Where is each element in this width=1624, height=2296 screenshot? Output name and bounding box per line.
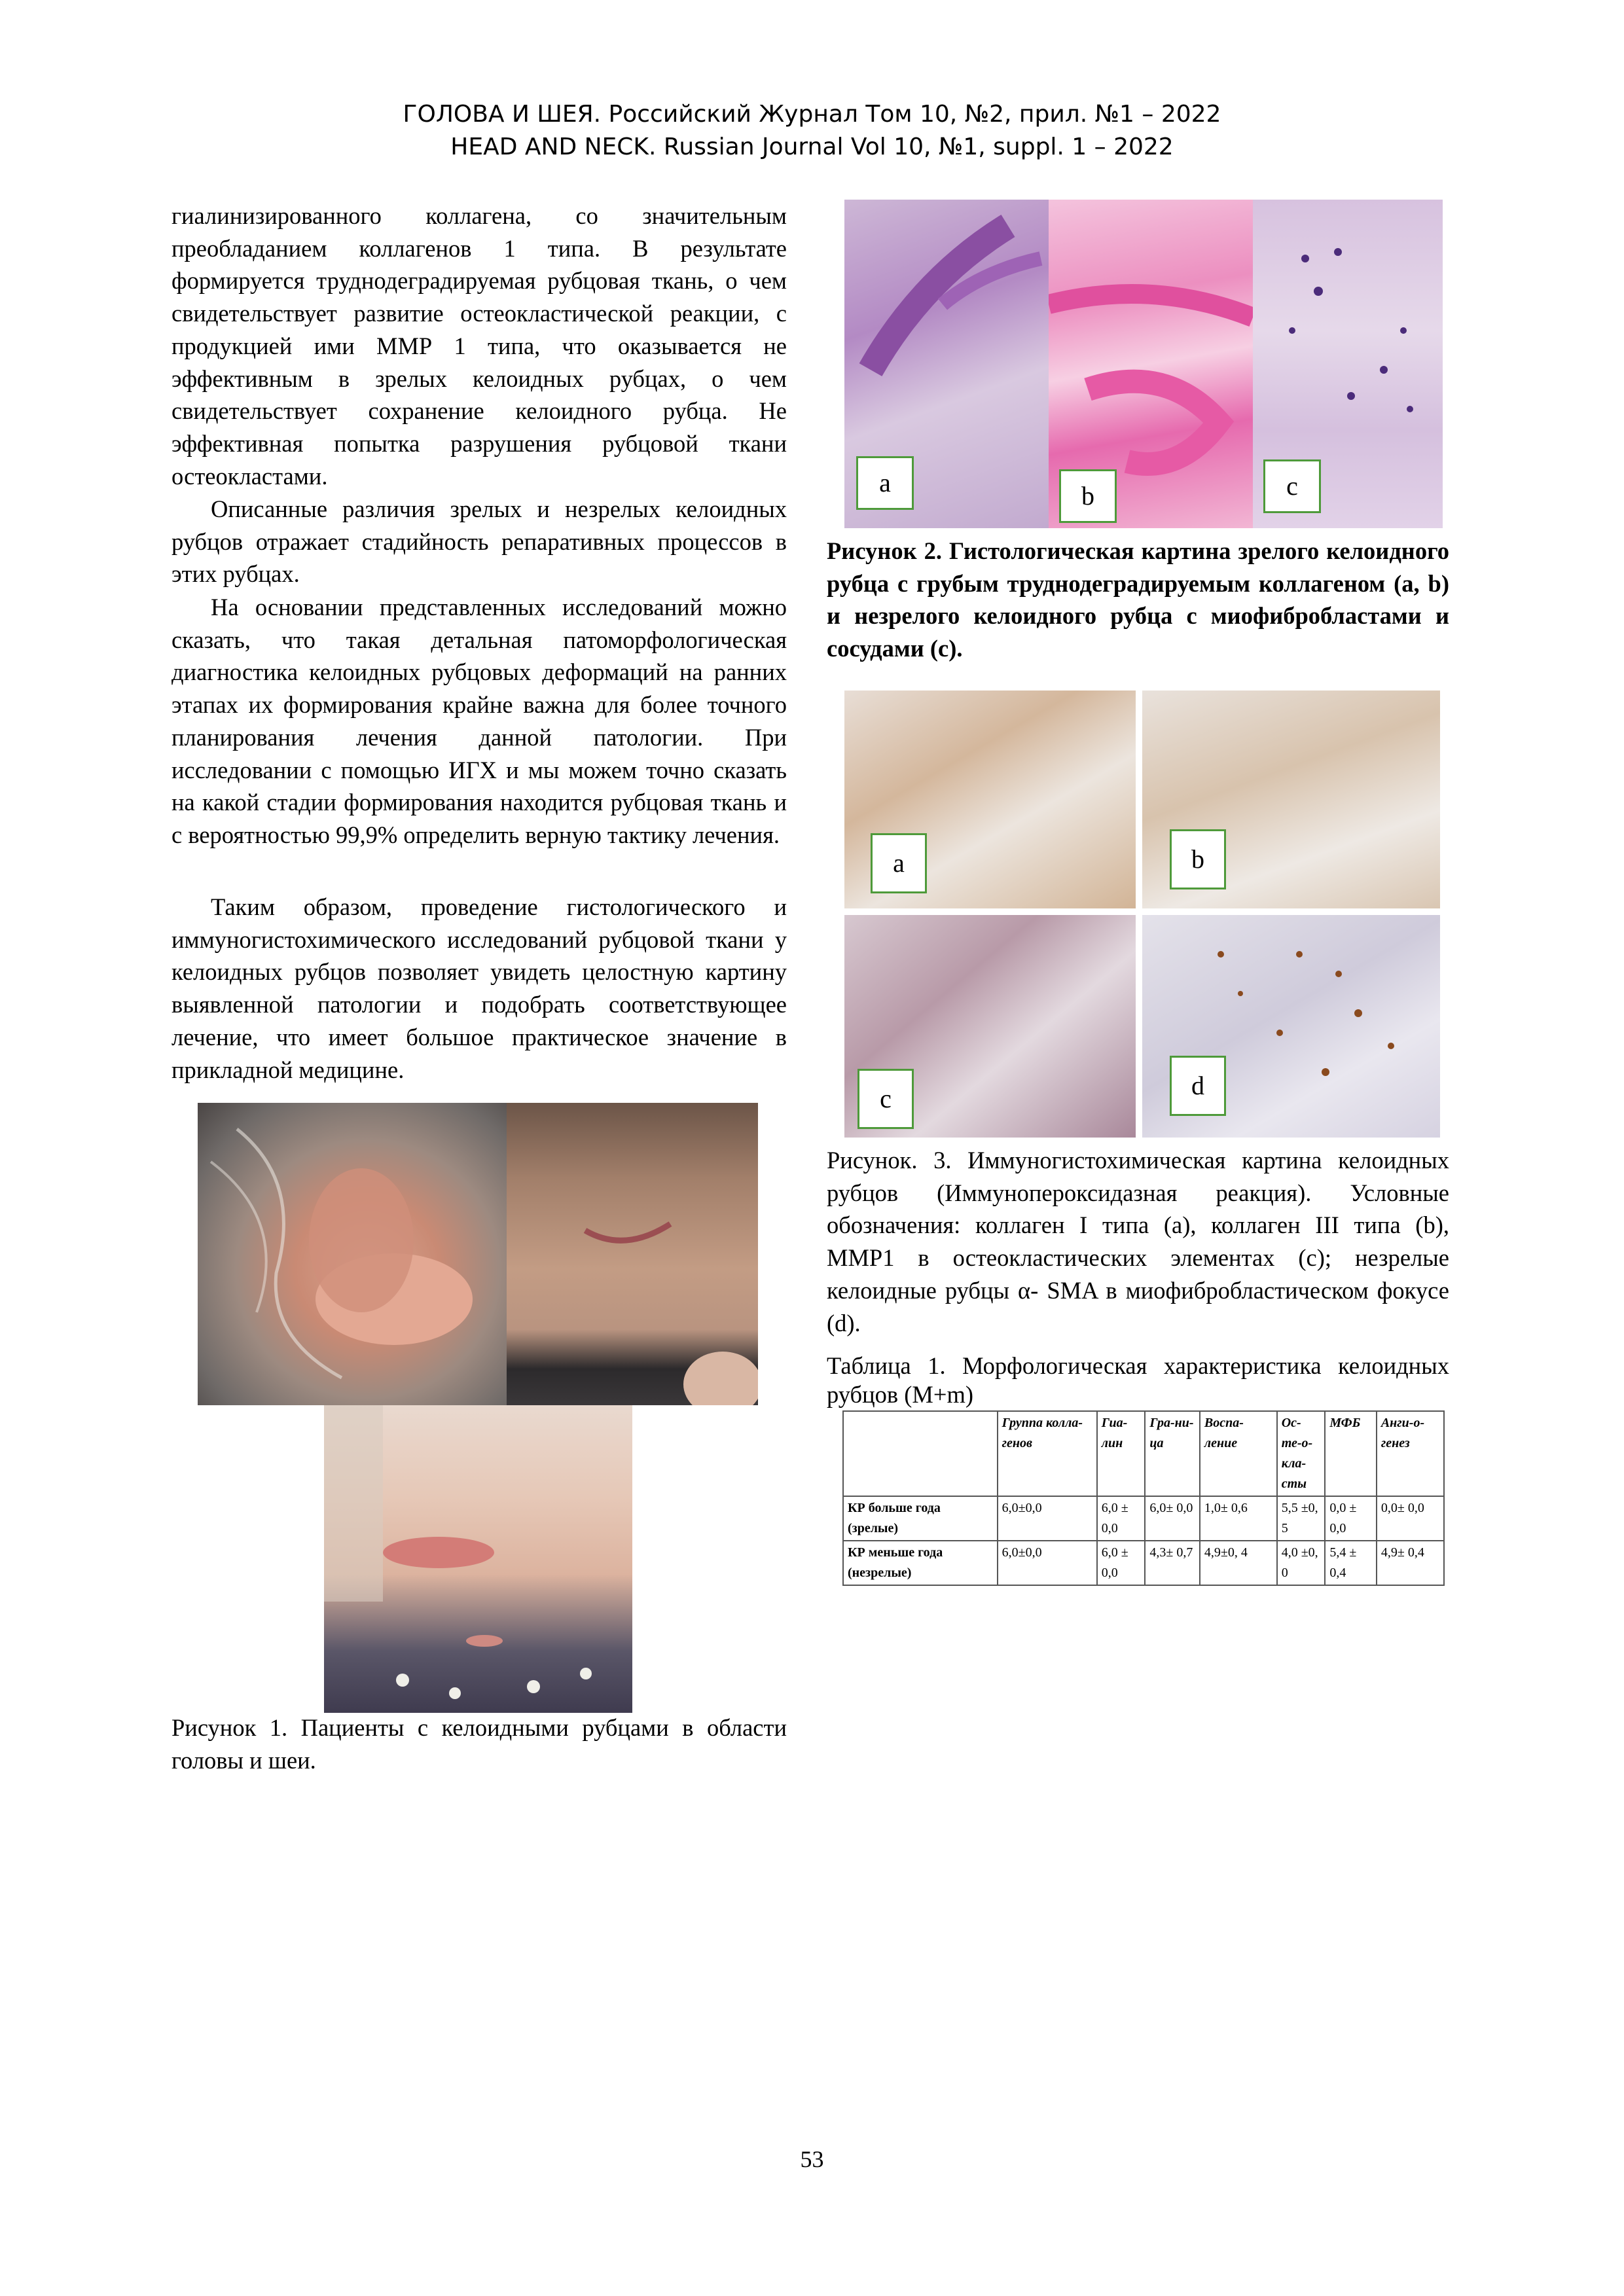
figure1-caption: Рисунок 1. Пациенты с келоидными рубцами в области головы и шеи. (171, 1714, 787, 1774)
table-cell: 4,9± 0,4 (1377, 1541, 1444, 1585)
table-cell: 5,5 ±0, 5 (1277, 1496, 1326, 1541)
figure3-label-b: b (1170, 829, 1226, 889)
table-row-header: КР больше года (зрелые) (843, 1496, 998, 1541)
figure3-label-c: c (857, 1069, 914, 1129)
figure3-label-a: a (871, 833, 927, 893)
table-cell: 6,0±0,0 (998, 1541, 1097, 1585)
table-cell: 0,0 ± 0,0 (1325, 1496, 1377, 1541)
table-cell: 6,0±0,0 (998, 1496, 1097, 1541)
body-paragraph-4: Таким образом, проведение гистологического и иммуногистохимического исследований рубцовой ткани у келоидных рубцов позволяет увидеть целостную картину выявленной патологии и подобрать соответствующее лечение, что имеет большое практическое значение в прикладной медицине. (171, 893, 787, 1083)
table-header-cell: Воспа-ление (1200, 1411, 1277, 1496)
figure1-photo-neck (507, 1103, 758, 1405)
morphology-table (842, 1410, 1445, 1586)
figure2-label-c: c (1263, 459, 1321, 513)
figure3-label-d: d (1170, 1056, 1226, 1116)
figure2-panel-c (1253, 200, 1443, 528)
table-cell: 4,9±0, 4 (1200, 1541, 1277, 1585)
table-header-cell: Ос-те-о-кла-сты (1277, 1411, 1326, 1496)
table-header-cell: Группа колла-генов (998, 1411, 1097, 1496)
figure2-panel-a (844, 200, 1049, 528)
table1-caption: Таблица 1. Морфологическая характеристика келоидных рубцов (M+m) (827, 1352, 1449, 1408)
figure3-panel-c (844, 915, 1136, 1138)
figure2-caption: Рисунок 2. Гистологическая картина зрелого келоидного рубца с грубым труднодеградируемым коллагеном (a, b) и незрелого келоидного рубца с миофибробластами и сосудами (c). (827, 537, 1449, 662)
running-header (0, 98, 1624, 164)
table-cell: 4,0 ±0, 0 (1277, 1541, 1326, 1585)
figure2-label-a: a (856, 456, 914, 510)
table-cell: 1,0± 0,6 (1200, 1496, 1277, 1541)
header-line-ru: ГОЛОВА И ШЕЯ. Российский Журнал Том 10, №2, прил. №1 – 2022 (403, 101, 1221, 128)
table-header-cell: МФБ (1325, 1411, 1377, 1496)
table-header-cell: Анги-о-генез (1377, 1411, 1444, 1496)
table-row (843, 1496, 1444, 1541)
table-header-cell (843, 1411, 998, 1496)
figure1-photo-child (324, 1405, 632, 1713)
table-cell: 6,0 ± 0,0 (1097, 1496, 1146, 1541)
table-cell: 6,0± 0,0 (1145, 1496, 1199, 1541)
table-cell: 6,0 ± 0,0 (1097, 1541, 1146, 1585)
figure2-label-b: b (1059, 469, 1117, 523)
figure3-panel-d (1142, 915, 1440, 1138)
table-header-cell: Гра-ни-ца (1145, 1411, 1199, 1496)
header-line-en: HEAD AND NECK. Russian Journal Vol 10, №1, suppl. 1 – 2022 (450, 134, 1174, 160)
table-header-row (843, 1411, 1444, 1496)
body-paragraph-1: гиалинизированного коллагена, со значительным преобладанием коллагенов 1 типа. В результате формируется труднодеградируемая рубцовая ткань, о чем свидетельствует развитие остеокластической реакции, с продукцией ими ММР 1 типа, что оказывается не эффективным в зрелых келоидных рубцах, о чем свидетельствует сохранение келоидного рубца. Не эффективная попытка разрушения рубцовой ткани остеокластами. (171, 202, 787, 490)
body-paragraph-3: На основании представленных исследований можно сказать, что такая детальная патоморфологическая диагностика келоидных рубцовых деформаций на ранних этапах их формирования крайне важна для более точного планирования лечения данной патологии. При исследовании с помощью ИГХ и мы можем точно сказать на какой стадии формирования находится рубцовая ткань и с вероятностью 99,9% определить верную тактику лечения. (171, 594, 787, 848)
table-row-header: КР меньше года (незрелые) (843, 1541, 998, 1585)
body-paragraph-2: Описанные различия зрелых и незрелых келоидных рубцов отражает стадийность репаративных процессов в этих рубцах. (171, 495, 787, 588)
figure1-photo-ear (198, 1103, 507, 1405)
figure3-panel-b (1142, 691, 1440, 908)
table-cell: 5,4 ± 0,4 (1325, 1541, 1377, 1585)
page-number: 53 (800, 2146, 824, 2172)
figure3-panel-a (844, 691, 1136, 908)
table-row (843, 1541, 1444, 1585)
table-cell: 0,0± 0,0 (1377, 1496, 1444, 1541)
figure3-caption: Рисунок. 3. Иммуногистохимическая картина келоидных рубцов (Иммунопероксидазная реакция). Условные обозначения: коллаген I типа (а), коллаген III типа (b), MMP1 в остеокластических элементах (с); незрелые келоидные рубцы α- SMA в миофибробластическом фокусе (d). (827, 1147, 1449, 1336)
table-cell: 4,3± 0,7 (1145, 1541, 1199, 1585)
table-header-cell: Гиа-лин (1097, 1411, 1146, 1496)
figure2-panel-b (1049, 200, 1253, 528)
